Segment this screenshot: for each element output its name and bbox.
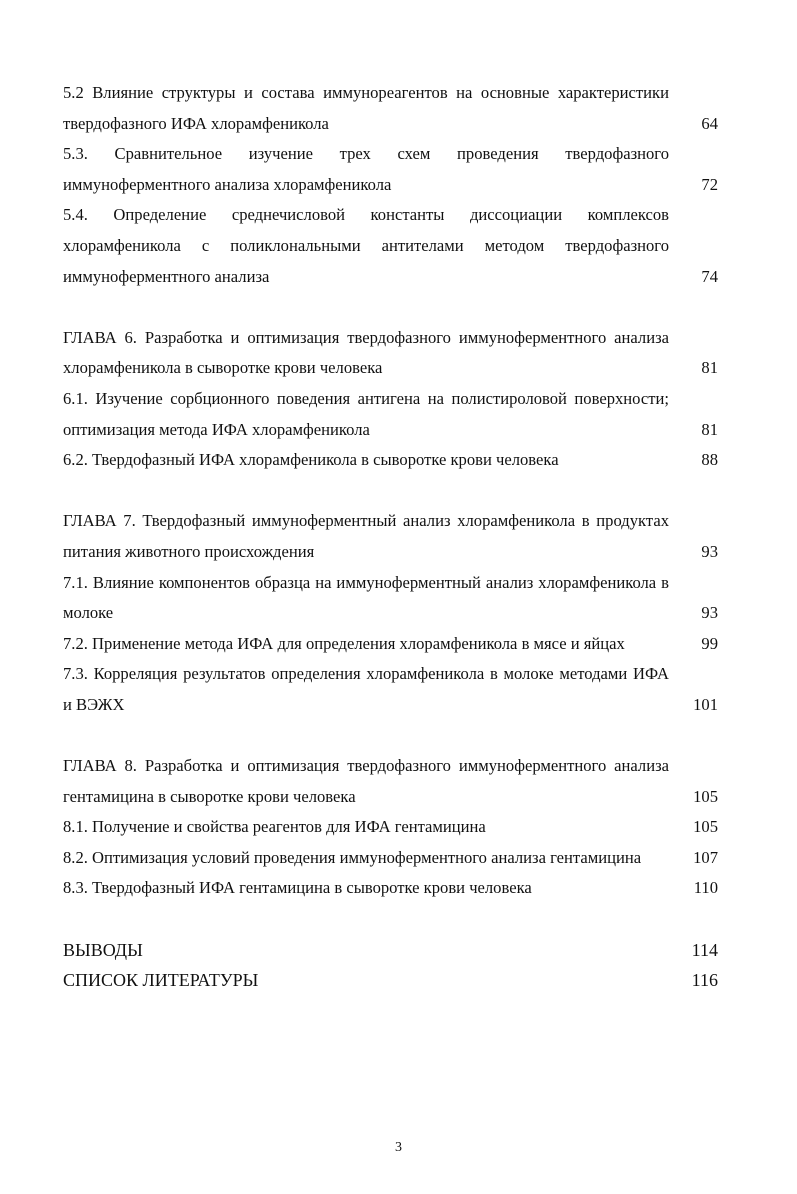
toc-entry-page: 88 [701, 450, 718, 470]
toc-entry-title: 6.2. Твердофазный ИФА хлорамфеникола в сыворотке крови человека [63, 450, 559, 470]
toc-entry-page: 99 [701, 633, 718, 653]
toc-entry-8-1 [63, 812, 718, 843]
toc-entry-title: 7.1. Влияние компонентов образца на иммуноферментный анализ хлорамфеникола в молоке [63, 572, 669, 623]
toc-entry-title: 5.3. Сравнительное изучение трех схем проведения твердофазного иммуноферментного анализа хлорамфеникола [63, 144, 669, 194]
toc-entry-7-2 [63, 629, 718, 660]
toc-entry-chapter-6 [63, 323, 718, 384]
section-spacer [63, 292, 718, 323]
toc-entry-page: 81 [701, 358, 718, 378]
toc-entry-page: 81 [701, 419, 718, 439]
toc-entry-title: 8.3. Твердофазный ИФА гентамицина в сыворотке крови человека [63, 878, 532, 898]
toc-entry-title: 8.2. Оптимизация условий проведения иммуноферментного анализа гентамицина [63, 847, 642, 867]
toc-entry-page: 72 [701, 174, 718, 194]
section-spacer [63, 720, 718, 751]
section-spacer [63, 904, 718, 935]
toc-entry-title: 5.2 Влияние структуры и состава иммунореагентов на основные характеристики твердофазного ИФА хлорамфеникола [63, 83, 669, 133]
toc-entry-title: 5.4. Определение среднечисловой константы диссоциации комплексов хлорамфеникола с поликлональными антителами методом твердофазного иммуноферментного анализа [63, 205, 669, 286]
toc-entry-title: 7.2. Применение метода ИФА для определения хлорамфеникола в мясе и яйцах [63, 633, 625, 653]
page-number: 3 [395, 1140, 402, 1155]
table-of-contents [63, 78, 718, 996]
toc-entry-title: ГЛАВА 7. Твердофазный иммуноферментный анализ хлорамфеникола в продуктах питания животного происхождения [63, 511, 669, 561]
toc-entry-5-4 [63, 200, 718, 292]
toc-entry-8-2 [63, 843, 718, 874]
toc-entry-title: ГЛАВА 8. Разработка и оптимизация твердофазного иммуноферментного анализа гентамицина в сыворотке крови человека [63, 756, 669, 806]
toc-entry-title: 8.1. Получение и свойства реагентов для ИФА гентамицина [63, 817, 486, 837]
toc-entry-title: СПИСОК ЛИТЕРАТУРЫ [63, 970, 259, 991]
toc-entry-8-3 [63, 873, 718, 904]
toc-entry-page: 105 [693, 786, 718, 806]
toc-entry-5-3 [63, 139, 718, 200]
toc-entry-7-3 [63, 659, 718, 720]
toc-entry-page: 93 [701, 603, 718, 623]
toc-entry-conclusions [63, 935, 718, 966]
toc-entry-page: 74 [701, 266, 718, 286]
toc-entry-6-1 [63, 384, 718, 445]
toc-entry-title: 7.3. Корреляция результатов определения хлорамфеникола в молоке методами ИФА и ВЭЖХ [63, 664, 669, 714]
toc-entry-page: 116 [691, 970, 718, 991]
toc-entry-7-1 [63, 568, 718, 629]
toc-entry-page: 107 [693, 847, 718, 867]
toc-entry-title: 6.1. Изучение сорбционного поведения антигена на полистироловой поверхности; оптимизация метода ИФА хлорамфеникола [63, 388, 669, 439]
toc-entry-title: ВЫВОДЫ [63, 939, 143, 960]
section-spacer [63, 476, 718, 507]
toc-entry-chapter-8 [63, 751, 718, 812]
toc-entry-page: 110 [693, 878, 718, 898]
toc-entry-5-2 [63, 78, 718, 139]
toc-entry-references [63, 965, 718, 996]
toc-entry-page: 105 [693, 817, 718, 837]
toc-entry-title: ГЛАВА 6. Разработка и оптимизация твердофазного иммуноферментного анализа хлорамфеникола в сыворотке крови человека [63, 327, 669, 378]
toc-entry-page: 93 [701, 541, 718, 561]
toc-entry-6-2 [63, 445, 718, 476]
toc-entry-page: 64 [701, 113, 718, 133]
toc-entry-page: 101 [693, 694, 718, 714]
toc-entry-chapter-7 [63, 506, 718, 567]
toc-entry-page: 114 [691, 939, 718, 960]
